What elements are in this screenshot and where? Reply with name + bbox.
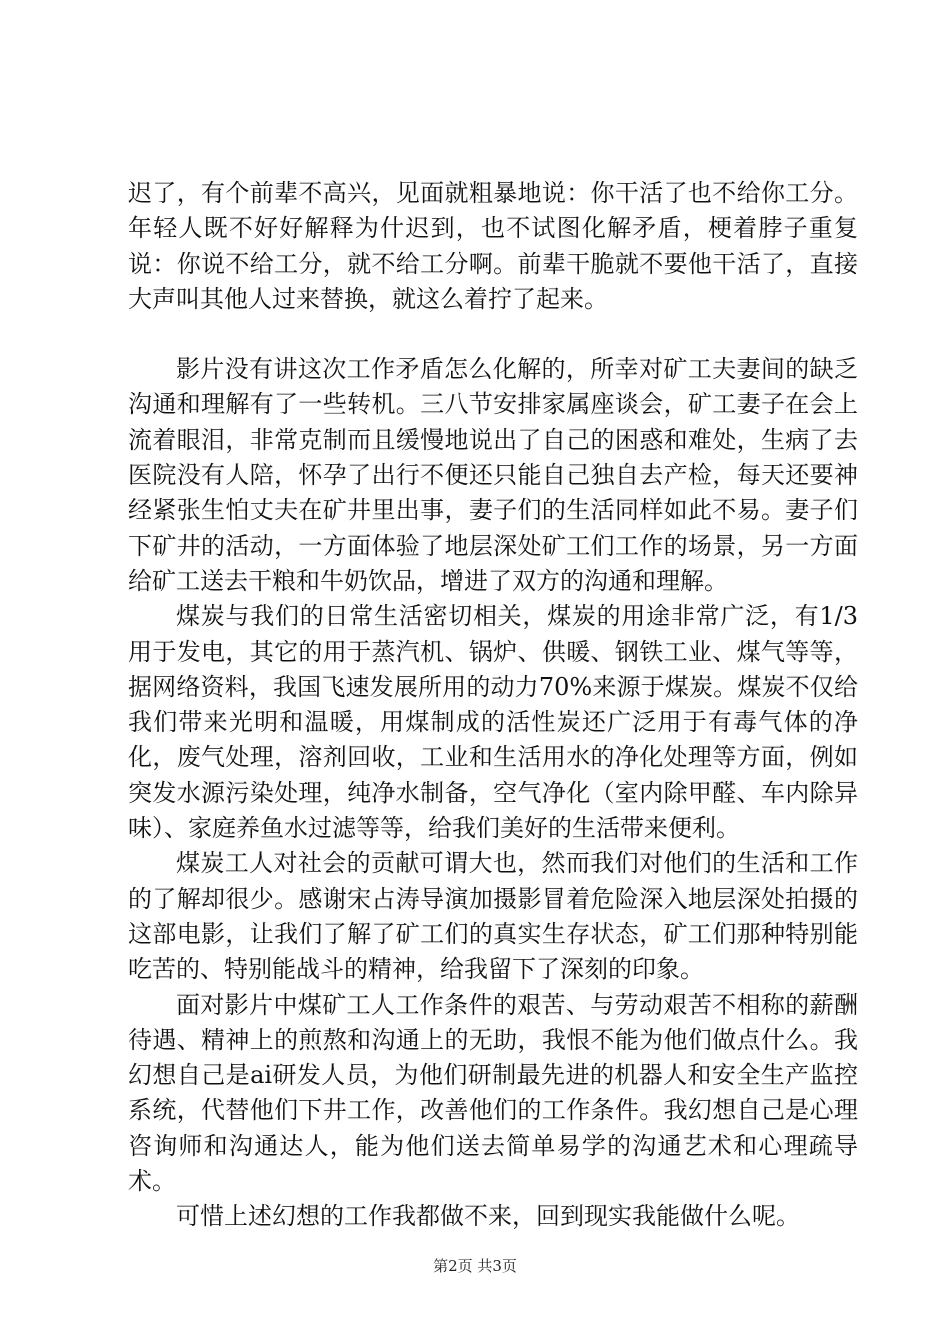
paragraph-2: 影片没有讲这次工作矛盾怎么化解的，所幸对矿工夫妻间的缺乏沟通和理解有了一些转机。三八节安排家属座谈会，矿工妻子在会上流着眼泪，非常克制而且缓慢地说出了自己的困惑和难处，生病了去医院没有人陪，怀孕了出行不便还只能自己独自去产检，每天还要神经紧张生怕丈夫在矿井里出事，妻子们的生活同样如此不易。妻子们下矿井的活动，一方面体验了地层深处矿工们工作的场景，另一方面给矿工送去干粮和牛奶饮品，增进了双方的沟通和理解。 [128, 355, 858, 595]
paragraph-4: 煤炭工人对社会的贡献可谓大也，然而我们对他们的生活和工作的了解却很少。感谢宋占涛导演加摄影冒着危险深入地层深处拍摄的这部电影，让我们了解了矿工们的真实生存状态，矿工们那种特别能吃苦的、特别能战斗的精神，给我留下了深刻的印象。 [128, 849, 858, 984]
document-body [128, 176, 858, 1235]
paragraph-6: 可惜上述幻想的工作我都做不来，回到现实我能做什么呢。 [176, 1202, 800, 1231]
paragraph-5: 面对影片中煤矿工人工作条件的艰苦、与劳动艰苦不相称的薪酬待遇、精神上的煎熬和沟通上的无助，我恨不能为他们做点什么。我幻想自己是ai研发人员，为他们研制最先进的机器人和安全生产监控系统，代替他们下井工作，改善他们的工作条件。我幻想自己是心理咨询师和沟通达人，能为他们送去简单易学的沟通艺术和心理疏导术。 [128, 990, 858, 1196]
page-footer: 第2页 共3页 [433, 1257, 517, 1275]
paragraph-3: 煤炭与我们的日常生活密切相关，煤炭的用途非常广泛，有1/3用于发电，其它的用于蒸汽机、锅炉、供暖、钢铁工业、煤气等等，据网络资料，我国飞速发展所用的动力70%来源于煤炭。煤炭不仅给我们带来光明和温暖，用煤制成的活性炭还广泛用于有毒气体的净化，废气处理，溶剂回收，工业和生活用水的净化处理等方面，例如突发水源污染处理，纯净水制备，空气净化（室内除甲醛、车内除异味）、家庭养鱼水过滤等等，给我们美好的生活带来便利。 [128, 602, 858, 843]
paragraph-1: 迟了，有个前辈不高兴，见面就粗暴地说：你干活了也不给你工分。年轻人既不好好解释为什迟到，也不试图化解矛盾，梗着脖子重复说：你说不给工分，就不给工分啊。前辈干脆就不要他干活了，直接大声叫其他人过来替换，就这么着拧了起来。 [128, 179, 858, 313]
